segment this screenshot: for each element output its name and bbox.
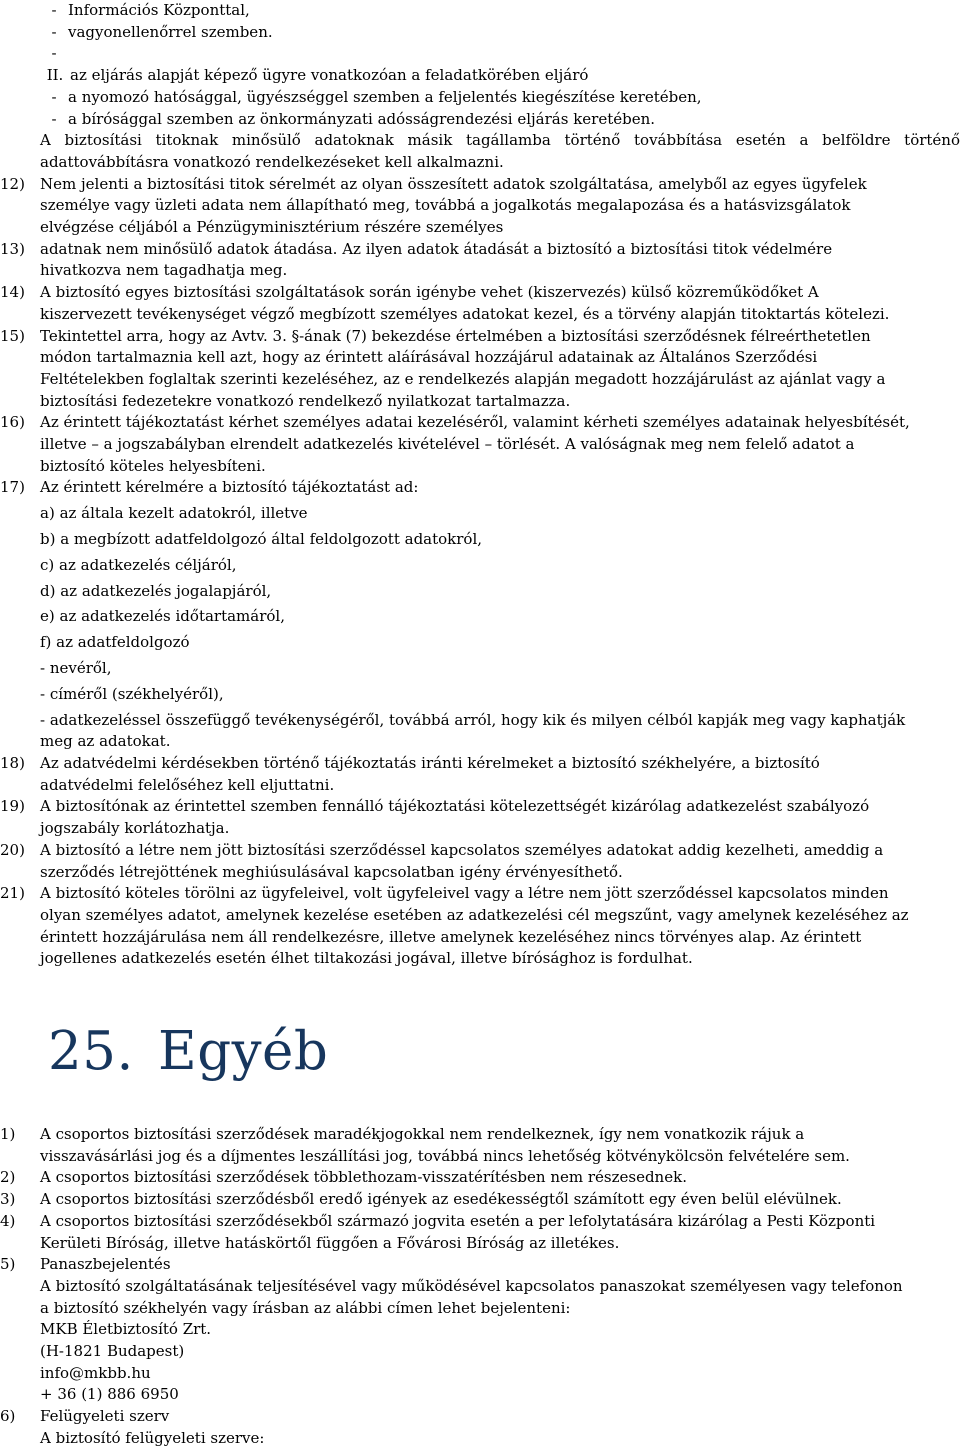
numbered-item-line	[0, 477, 960, 499]
numbered-item-line	[0, 174, 960, 196]
numbered-item-line	[0, 195, 960, 217]
item-indent	[0, 905, 40, 927]
numbered-item-line	[0, 1124, 960, 1146]
list-text: vagyonellenőrrel szemben.	[68, 22, 273, 41]
sub-item: - címéről (székhelyéről),	[40, 684, 224, 703]
numbered-item-line	[0, 1276, 960, 1298]
item-text: elvégzése céljából a Pénzügyminisztérium részére személyes	[40, 218, 504, 237]
item-text: A csoportos biztosítási szerződésekből származó jogvita esetén a per lefolytatására kizárólag a Pesti Központi	[40, 1211, 876, 1230]
numbered-item-line	[0, 326, 960, 348]
numbered-item-line	[0, 1406, 960, 1428]
dash-marker: -	[51, 22, 57, 41]
item-text: adatnak nem minősülő adatok átadása. Az ilyen adatok átadását a biztosító a biztosítási titok védelmére	[40, 239, 833, 258]
item-text: Nem jelenti a biztosítási titok sérelmét az olyan összesített adatok szolgáltatása, amelyből az egyes ügyfelek	[40, 174, 867, 193]
dash-marker: -	[51, 109, 57, 128]
item-text: olyan személyes adatot, amelynek kezelése esetében az adatkezelési cél megszűnt, vagy amelynek kezeléséhez az	[40, 905, 909, 924]
item-text: érintett hozzájárulása nem áll rendelkezésre, illetve amelynek kezeléséhez nincs törvényes alap. Az érintett	[40, 927, 862, 946]
numbered-item-line	[0, 818, 960, 840]
item-text: visszavásárlási jog és a díjmentes leszállítási jog, továbbá nincs lehetőség kötvénykölcsön felvételére sem.	[40, 1146, 850, 1165]
paragraph-line: adattovábbításra vonatkozó rendelkezéseket kell alkalmazni.	[40, 152, 504, 171]
item-text: személye vagy üzleti adata nem állapítható meg, továbbá a jogalkotás megalapozása és a hatásvizsgálatok	[40, 196, 851, 215]
numbered-list-a	[0, 174, 960, 500]
item-number: 19)	[0, 797, 25, 816]
item-indent	[0, 1276, 40, 1298]
item-indent	[0, 1384, 40, 1406]
item-indent	[0, 818, 40, 840]
sub-item: a) az általa kezelt adatokról, illetve	[40, 504, 308, 523]
list-item	[0, 87, 960, 109]
item-indent	[0, 1146, 40, 1168]
item-indent	[0, 1363, 40, 1385]
numbered-item-line	[0, 753, 960, 775]
list-text: Információs Központtal,	[68, 1, 250, 19]
numbered-item-line	[0, 391, 960, 413]
item-number: 2)	[0, 1168, 16, 1187]
numbered-item-line	[0, 217, 960, 239]
numbered-item-line	[0, 412, 960, 434]
item-text: A biztosító a létre nem jött biztosítási szerződéssel kapcsolatos személyes adatokat addig kezelheti, ameddig a	[40, 840, 884, 859]
item-text: + 36 (1) 886 6950	[40, 1385, 179, 1404]
item-number: 13)	[0, 239, 25, 258]
item-text: Tekintettel arra, hogy az Avtv. 3. §-ának (7) bekezdése értelmében a biztosítási szerződésnek félreérthetetlen	[40, 326, 871, 345]
item-indent	[0, 1298, 40, 1320]
item-text: jogellenes adatkezelés esetén élhet tiltakozási jogával, illetve bírósághoz is fordulhat.	[40, 949, 693, 968]
numbered-item-line	[0, 1319, 960, 1341]
dash-marker: -	[51, 87, 57, 106]
sub-item: - adatkezeléssel összefüggő tevékenységéről, továbbá arról, hogy kik és milyen célból kapják meg vagy kaphatják	[40, 710, 906, 729]
item-number: 16)	[0, 413, 25, 432]
item-number: 5)	[0, 1255, 16, 1274]
item-text: A biztosító egyes biztosítási szolgáltatások során igénybe vehet (kiszervezés) külső közreműködőket A	[40, 283, 819, 302]
roman-marker: II.	[46, 66, 64, 85]
list-text: a nyomozó hatósággal, ügyészséggel szemben a feljelentés kiegészítése keretében,	[68, 87, 702, 106]
item-text: Panaszbejelentés	[40, 1255, 171, 1274]
numbered-item-line	[0, 948, 960, 970]
section-title: Egyéb	[158, 1021, 329, 1082]
item-text: (H-1821 Budapest)	[40, 1342, 185, 1361]
item-number: 1)	[0, 1125, 16, 1143]
numbered-list-b	[0, 753, 960, 970]
list-item	[0, 65, 960, 87]
item-text: A csoportos biztosítási szerződések maradékjogokkal nem rendelkeznek, így nem vonatkozik rájuk a	[40, 1125, 805, 1143]
item-number: 21)	[0, 884, 25, 903]
item-indent	[0, 775, 40, 797]
numbered-item-line	[0, 905, 960, 927]
sub-item: - nevéről,	[40, 659, 112, 678]
item-number: 3)	[0, 1190, 16, 1209]
item-text: Feltételekben foglaltak szerinti kezeléséhez, az e rendelkezés alapján megadott hozzájárulást az ajánlat vagy a	[40, 369, 886, 388]
numbered-item-line	[0, 1211, 960, 1233]
sub-item: e) az adatkezelés időtartamáról,	[40, 607, 285, 626]
list-text: az eljárás alapját képező ügyre vonatkozóan a feladatkörében eljáró	[70, 66, 589, 85]
list-text: a bírósággal szemben az önkormányzati adósságrendezési eljárás keretében.	[68, 109, 656, 128]
numbered-item-line	[0, 282, 960, 304]
item-number: 14)	[0, 283, 25, 302]
numbered-item-line	[0, 1428, 960, 1450]
item-indent	[0, 217, 40, 239]
numbered-item-line	[0, 1233, 960, 1255]
item-text: info@mkbb.hu	[40, 1363, 151, 1382]
item-indent	[0, 369, 40, 391]
item-number: 12)	[0, 174, 25, 193]
list-item	[0, 0, 960, 22]
item-text: illetve – a jogszabályban elrendelt adatkezelés kivételével – törlését. A valóságnak meg nem felelő adatot a	[40, 435, 855, 454]
paragraph-line: A biztosítási titoknak minősülő adatoknak másik tagállamba történő továbbítása esetén a belföldre történő	[40, 131, 960, 150]
item-text: Az érintett kérelmére a biztosító tájékoztatást ad:	[40, 478, 419, 497]
item-text: módon tartalmaznia kell azt, hogy az érintett aláírásával hozzájárul adatainak az Általános Szerződési	[40, 348, 818, 367]
item-number: 4)	[0, 1211, 16, 1230]
item-text: Kerületi Bíróság, illetve hatáskörtől függően a Fővárosi Bíróság az illetékes.	[40, 1233, 620, 1252]
numbered-item-line	[0, 1254, 960, 1276]
numbered-item-line	[0, 239, 960, 261]
item-number: 20)	[0, 840, 25, 859]
item-text: szerződés létrejöttének meghiúsulásával kapcsolatban igény érvényesíthető.	[40, 862, 623, 881]
section-heading	[48, 1018, 328, 1086]
numbered-item-line	[0, 260, 960, 282]
list-item	[0, 109, 960, 131]
item-indent	[0, 304, 40, 326]
item-indent	[0, 1341, 40, 1363]
sub-item: b) a megbízott adatfeldolgozó által feldolgozott adatokról,	[40, 530, 483, 549]
sub-item: meg az adatokat.	[40, 732, 171, 751]
item-number: 18)	[0, 754, 25, 773]
item-text: A biztosítónak az érintettel szemben fennálló tájékoztatási kötelezettségét kizárólag adatkezelést szabályozó	[40, 797, 870, 816]
section-number: 25.	[48, 1021, 134, 1082]
item-text: A biztosító szolgáltatásának teljesítésével vagy működésével kapcsolatos panaszokat személyesen vagy telefonon	[40, 1276, 903, 1295]
item-indent	[0, 1233, 40, 1255]
sub-item: f) az adatfeldolgozó	[40, 633, 190, 652]
item-text: Az érintett tájékoztatást kérhet személyes adatai kezeléséről, valamint kérheti személyes adatainak helyesbítését,	[40, 413, 910, 432]
item-number: 6)	[0, 1407, 16, 1426]
item-number: 17)	[0, 478, 25, 497]
item-text: a biztosító székhelyén vagy írásban az alábbi címen lehet bejelenteni:	[40, 1298, 571, 1317]
numbered-item-line	[0, 796, 960, 818]
item-text: A biztosító köteles törölni az ügyfeleivel, volt ügyfeleivel vagy a létre nem jött szerződéssel kapcsolatos minden	[40, 884, 889, 903]
item-text: kiszervezett tevékenységet végző megbízott személyes adatokat kezel, és a törvény alapján titoktartás kötelezi.	[40, 304, 890, 323]
list-item	[0, 22, 960, 44]
list-item	[0, 43, 960, 65]
item-indent	[0, 1428, 40, 1450]
item-text: Felügyeleti szerv	[40, 1407, 170, 1426]
item-text: A csoportos biztosítási szerződésből eredő igények az esedékességtől számított egy éven belül elévülnek.	[40, 1190, 842, 1209]
numbered-item-line	[0, 1363, 960, 1385]
section-other	[0, 1124, 960, 1450]
numbered-item-line	[0, 369, 960, 391]
numbered-item-line	[0, 840, 960, 862]
numbered-item-line	[0, 434, 960, 456]
item-indent	[0, 1319, 40, 1341]
item-indent	[0, 347, 40, 369]
item-indent	[0, 434, 40, 456]
numbered-item-line	[0, 883, 960, 905]
item-text: hivatkozva nem tagadhatja meg.	[40, 261, 288, 280]
numbered-item-line	[0, 304, 960, 326]
item17-sublist	[0, 503, 960, 753]
item-indent	[0, 391, 40, 413]
numbered-item-line	[0, 1146, 960, 1168]
sub-item: d) az adatkezelés jogalapjáról,	[40, 581, 272, 600]
numbered-item-line	[0, 1341, 960, 1363]
numbered-item-line	[0, 775, 960, 797]
dash-marker: -	[51, 44, 57, 63]
numbered-item-line	[0, 1167, 960, 1189]
item-number: 15)	[0, 326, 25, 345]
numbered-item-line	[0, 1189, 960, 1211]
numbered-item-line	[0, 862, 960, 884]
sub-item: c) az adatkezelés céljáról,	[40, 555, 237, 574]
item-text: MKB Életbiztosító Zrt.	[40, 1320, 212, 1339]
item-text: A csoportos biztosítási szerződések többlethozam-visszatérítésben nem részesednek.	[40, 1168, 687, 1187]
numbered-item-line	[0, 1384, 960, 1406]
numbered-item-line	[0, 347, 960, 369]
numbered-item-line	[0, 456, 960, 478]
item-indent	[0, 948, 40, 970]
item-text: Az adatvédelmi kérdésekben történő tájékoztatás iránti kérelmeket a biztosító székhelyére, a biztosító	[40, 754, 820, 773]
item-indent	[0, 260, 40, 282]
item-indent	[0, 862, 40, 884]
item-text: adatvédelmi felelőséhez kell eljuttatni.	[40, 775, 335, 794]
numbered-list-c	[0, 1124, 960, 1450]
item-indent	[0, 927, 40, 949]
numbered-item-line	[0, 1298, 960, 1320]
item-indent	[0, 195, 40, 217]
item-text: A biztosító felügyeleti szerve:	[40, 1428, 265, 1447]
numbered-item-line	[0, 927, 960, 949]
item-text: biztosító köteles helyesbíteni.	[40, 456, 266, 475]
item-indent	[0, 456, 40, 478]
item-text: jogszabály korlátozhatja.	[40, 819, 230, 838]
dash-marker: -	[51, 1, 57, 19]
item-text: biztosítási fedezetekre vonatkozó rendelkező nyilatkozat tartalmazza.	[40, 391, 571, 410]
